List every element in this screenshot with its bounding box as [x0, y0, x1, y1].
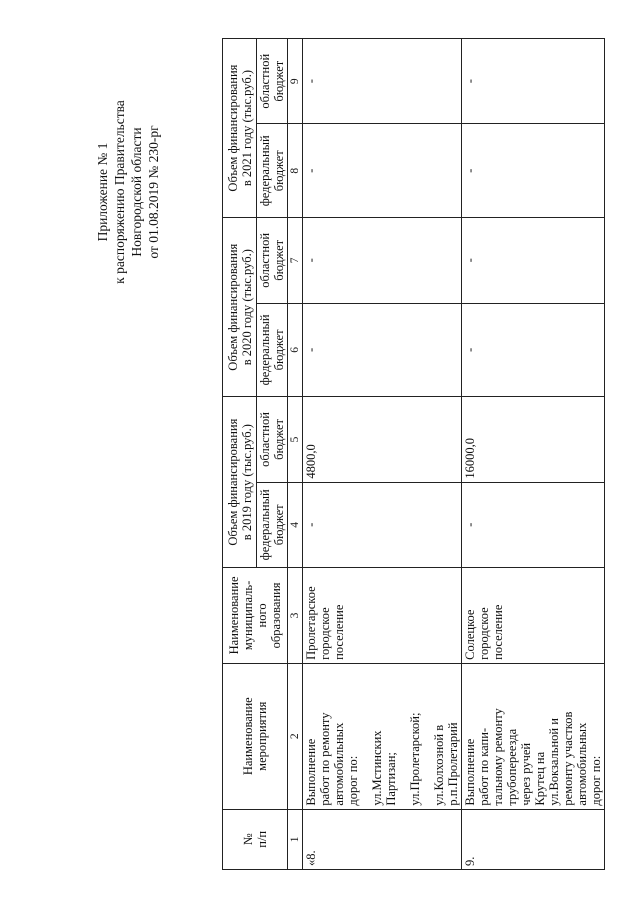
- row-number: «8.: [303, 809, 462, 869]
- header-2019: Объем финансирования в 2019 году (тыс.руб.): [223, 397, 257, 568]
- appendix-header: [94, 32, 162, 352]
- header-2021: Объем финансирования в 2021 году (тыс.руб.): [223, 39, 257, 218]
- financing-table: [222, 38, 605, 870]
- regional-2019-value: 4800,0: [303, 397, 462, 482]
- column-number: 1: [288, 809, 303, 869]
- header-federal-2021: федеральный бюджет: [257, 124, 288, 218]
- header-federal-2019: федеральный бюджет: [257, 482, 288, 567]
- appendix-date-line: от 01.08.2019 № 230-рг: [146, 125, 161, 259]
- column-number: 6: [288, 303, 303, 397]
- header-federal-2020: федеральный бюджет: [257, 303, 288, 397]
- column-number: 3: [288, 568, 303, 664]
- column-number: 9: [288, 39, 303, 124]
- header-number: № п/п: [223, 809, 288, 869]
- column-number: 2: [288, 663, 303, 809]
- column-number: 5: [288, 397, 303, 482]
- row-number: 9.: [462, 809, 605, 869]
- regional-2020-value: -: [462, 218, 605, 303]
- appendix-region-line: Новгородской области: [129, 127, 144, 257]
- regional-2020-value: -: [303, 218, 462, 303]
- federal-2020-value: -: [462, 303, 605, 397]
- event-name: Выполнение работ по капи- тальному ремонту трубопереезда через ручей Крутец на ул.Вокзальной и ремонту участков автомобильных дорог по:: [462, 663, 605, 809]
- header-regional-2020: областной бюджет: [257, 218, 288, 303]
- regional-2021-value: -: [462, 39, 605, 124]
- municipality-name: Солецкое городское поселение: [462, 568, 605, 664]
- regional-2019-value: 16000,0: [462, 397, 605, 482]
- federal-2021-value: -: [303, 124, 462, 218]
- federal-2019-value: -: [462, 482, 605, 567]
- column-number: 4: [288, 482, 303, 567]
- rotated-content: [20, 22, 620, 882]
- event-name: Выполнение работ по ремонту автомобильных дорог по: ул.Мстинских Партизан; ул.Пролетарской; ул.Колхозной в р.п.Пролетарий: [303, 663, 462, 809]
- header-event: Наименование мероприятия: [223, 663, 288, 809]
- header-2020: Объем финансирования в 2020 году (тыс.руб.): [223, 218, 257, 397]
- table-row: [303, 39, 462, 870]
- appendix-title: Приложение № 1: [95, 142, 110, 242]
- column-number: 7: [288, 218, 303, 303]
- header-municipality: Наименование муниципаль- ного образования: [223, 568, 288, 664]
- column-number: 8: [288, 124, 303, 218]
- table-row: [462, 39, 605, 870]
- regional-2021-value: -: [303, 39, 462, 124]
- federal-2019-value: -: [303, 482, 462, 567]
- federal-2021-value: -: [462, 124, 605, 218]
- header-regional-2019: областной бюджет: [257, 397, 288, 482]
- header-regional-2021: областной бюджет: [257, 39, 288, 124]
- federal-2020-value: -: [303, 303, 462, 397]
- column-number-row: [288, 39, 303, 870]
- municipality-name: Пролетарское городское поселение: [303, 568, 462, 664]
- appendix-order-line: к распоряжению Правительства: [112, 100, 127, 284]
